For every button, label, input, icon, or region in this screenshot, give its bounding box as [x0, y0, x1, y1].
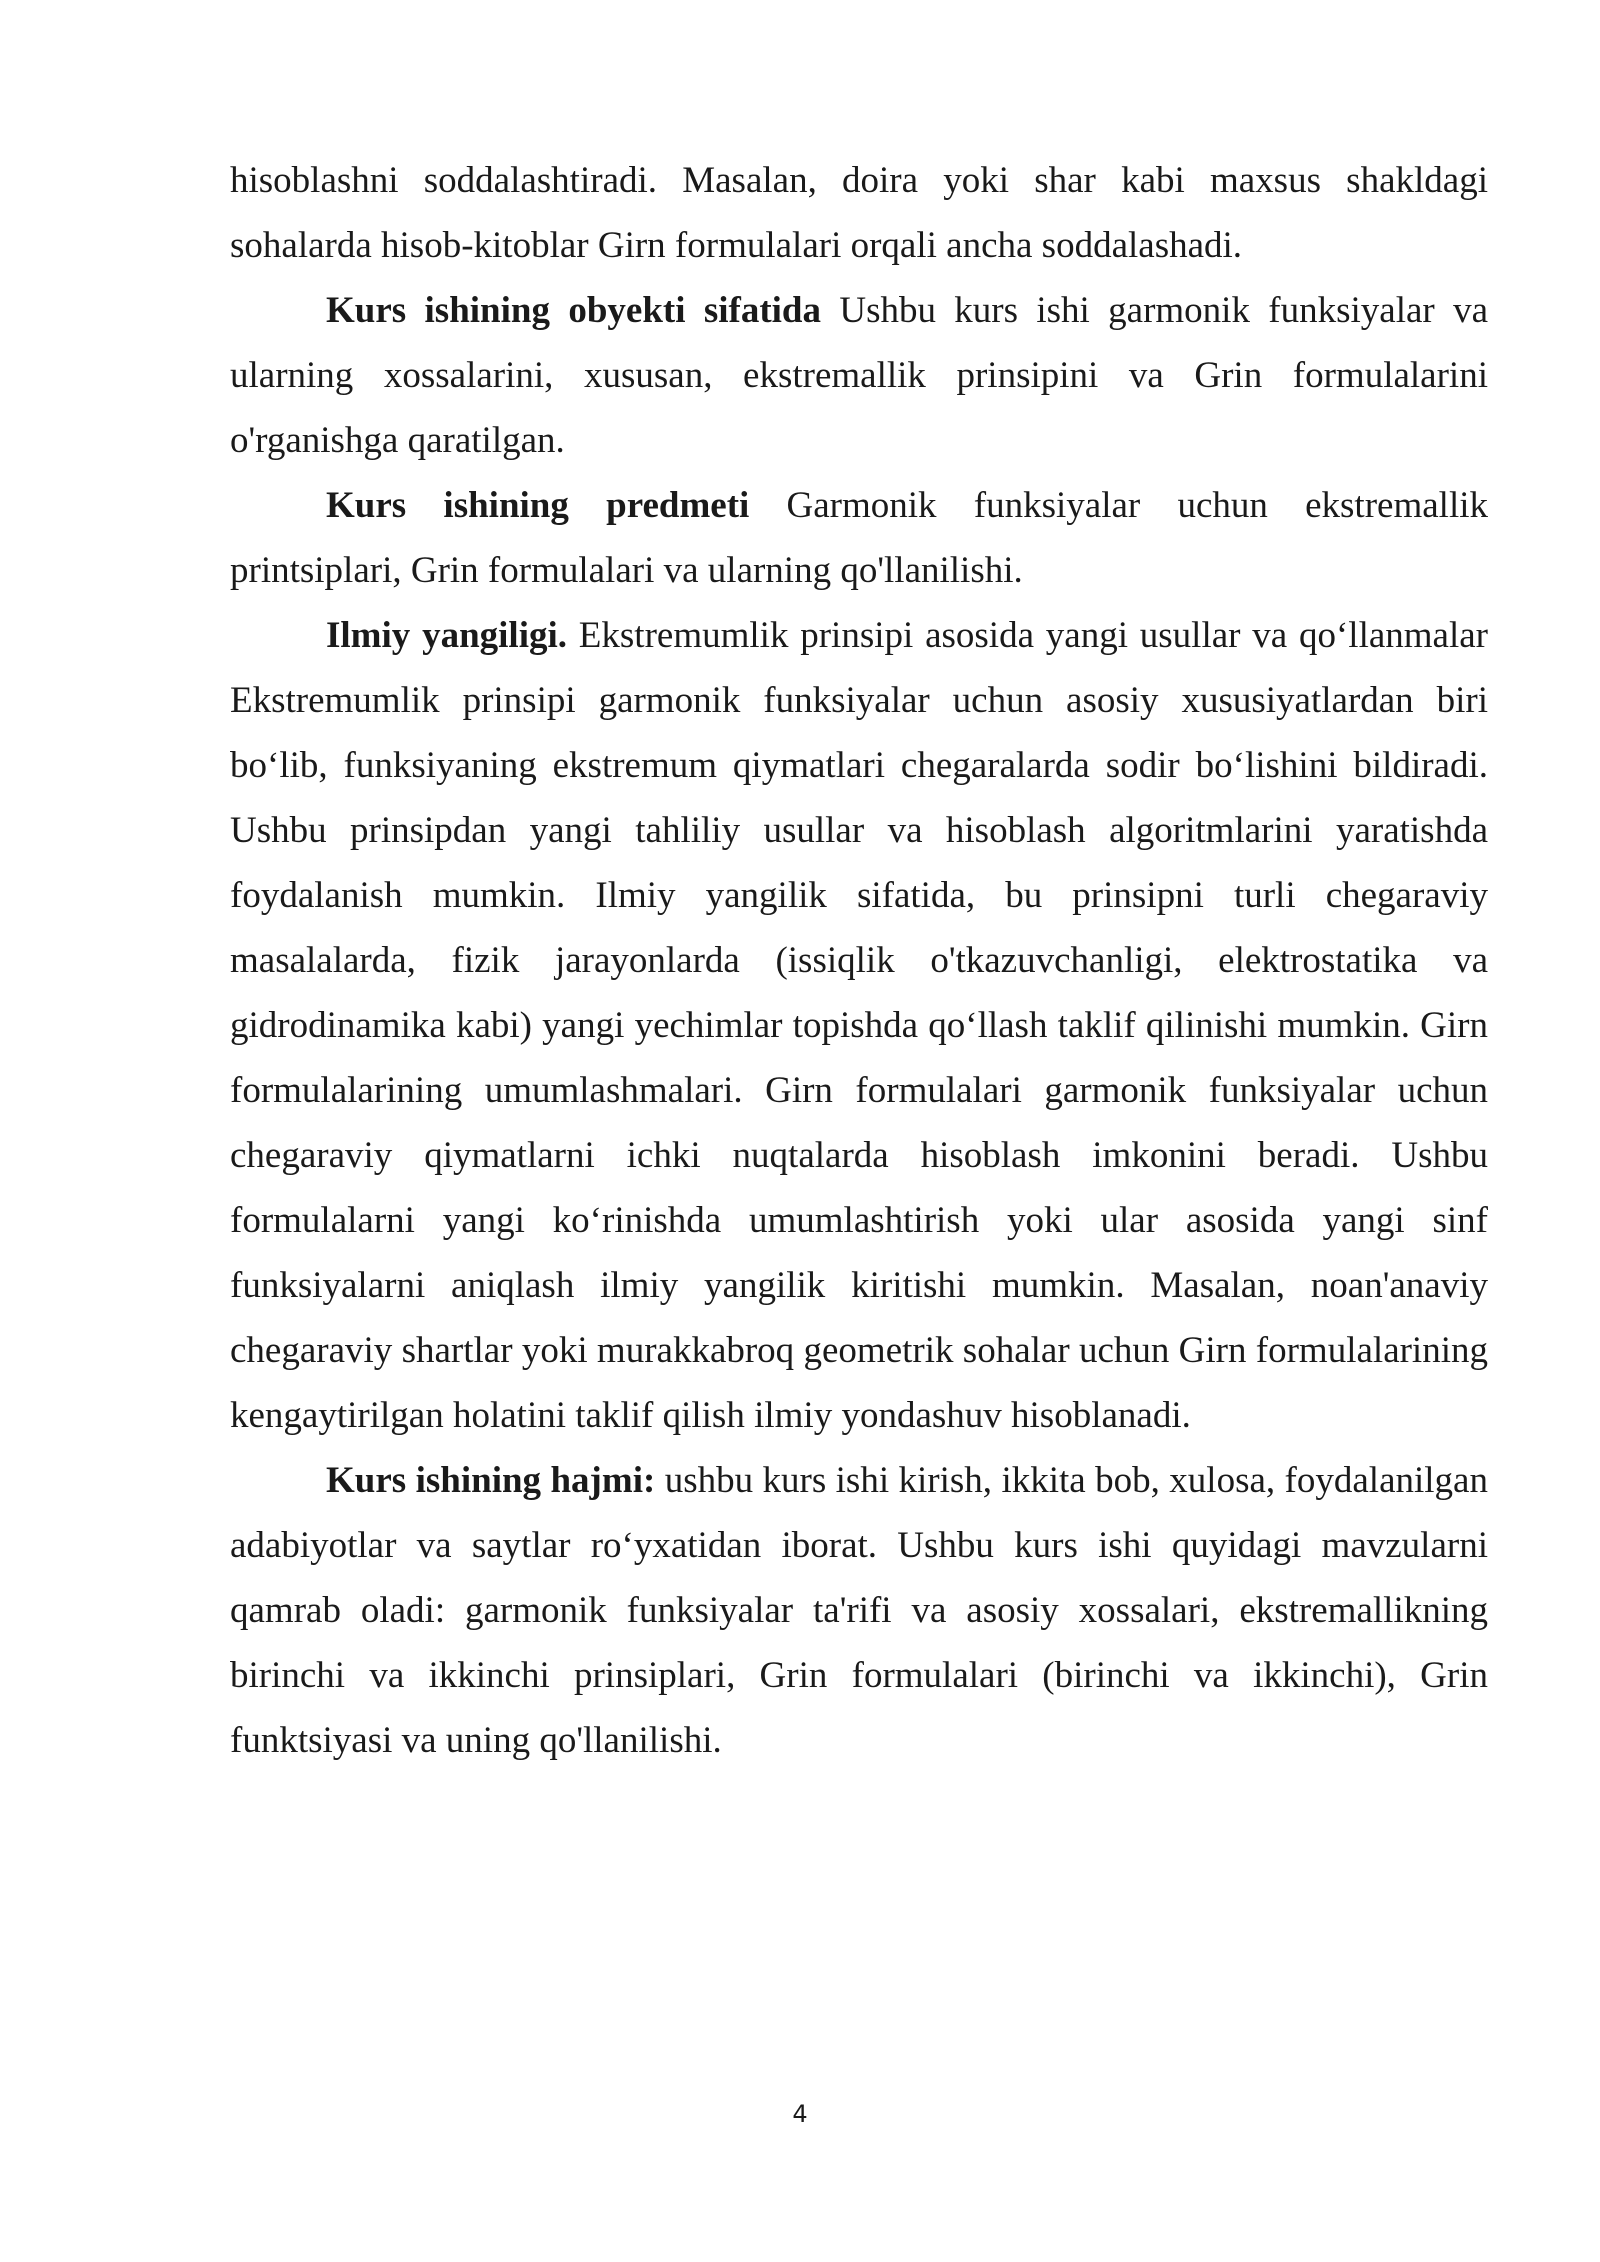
- paragraph-text: Ushbu kurs ishi garmonik funksiyalar va ularning xossalarini, xususan, ekstremallik prinsipini va Grin formulalarini o'rganishga qaratilgan.: [230, 290, 1488, 461]
- document-page: [230, 148, 1488, 1773]
- paragraph-heading: Kurs ishining predmeti: [326, 485, 750, 526]
- paragraph-novelty: [230, 603, 1488, 1448]
- paragraph-object: [230, 278, 1488, 473]
- paragraph-text: Garmonik funksiyalar uchun ekstremallik printsiplari, Grin formulalari va ularning qo'llanilishi.: [230, 485, 1489, 591]
- paragraph-text: hisoblashni soddalashtiradi. Masalan, doira yoki shar kabi maxsus shakldagi sohalarda hisob-kitoblar Girn formulalari orqali ancha soddalashadi.: [230, 160, 1488, 266]
- paragraph-scope: [230, 1448, 1488, 1773]
- paragraph-text: ushbu kurs ishi kirish, ikkita bob, xulosa, foydalanilgan adabiyotlar va saytlar ro‘yxatidan iborat. Ushbu kurs ishi quyidagi mavzularni qamrab oladi: garmonik funksiyalar ta'rifi va asosiy xossalari, ekstremallikning birinchi va ikkinchi prinsiplari, Grin formulalari (birinchi va ikkinchi), Grin funktsiyasi va uning qo'llanilishi.: [230, 1460, 1488, 1761]
- paragraph-heading: Ilmiy yangiligi.: [326, 615, 568, 656]
- paragraph-text: Ekstremumlik prinsipi asosida yangi usullar va qo‘llanmalar Ekstremumlik prinsipi garmonik funksiyalar uchun asosiy xususiyatlardan biri bo‘lib, funksiyaning ekstremum qiymatlari chegaralarda sodir bo‘lishini bildiradi. Ushbu prinsipdan yangi tahliliy usullar va hisoblash algoritmlarini yaratishda foydalanish mumkin. Ilmiy yangilik sifatida, bu prinsipni turli chegaraviy masalalarda, fizik jarayonlarda (issiqlik o'tkazuvchanligi, elektrostatika va gidrodinamika kabi) yangi yechimlar topishda qo‘llash taklif qilinishi mumkin. Girn formulalarining umumlashmalari. Girn formulalari garmonik funksiyalar uchun chegaraviy qiymatlarni ichki nuqtalarda hisoblash imkonini beradi. Ushbu formulalarni yangi ko‘rinishda umumlashtirish yoki ular asosida yangi sinf funksiyalarni aniqlash ilmiy yangilik kiritishi mumkin. Masalan, noan'anaviy chegaraviy shartlar yoki murakkabroq geometrik sohalar uchun Girn formulalarining kengaytirilgan holatini taklif qilish ilmiy yondashuv hisoblanadi.: [230, 615, 1488, 1436]
- paragraph-heading: Kurs ishining obyekti sifatida: [326, 290, 822, 331]
- paragraph-heading: Kurs ishining hajmi:: [326, 1460, 656, 1501]
- page-number: 4: [792, 2100, 808, 2128]
- paragraph-subject: [230, 473, 1488, 603]
- paragraph-continuation: [230, 148, 1488, 278]
